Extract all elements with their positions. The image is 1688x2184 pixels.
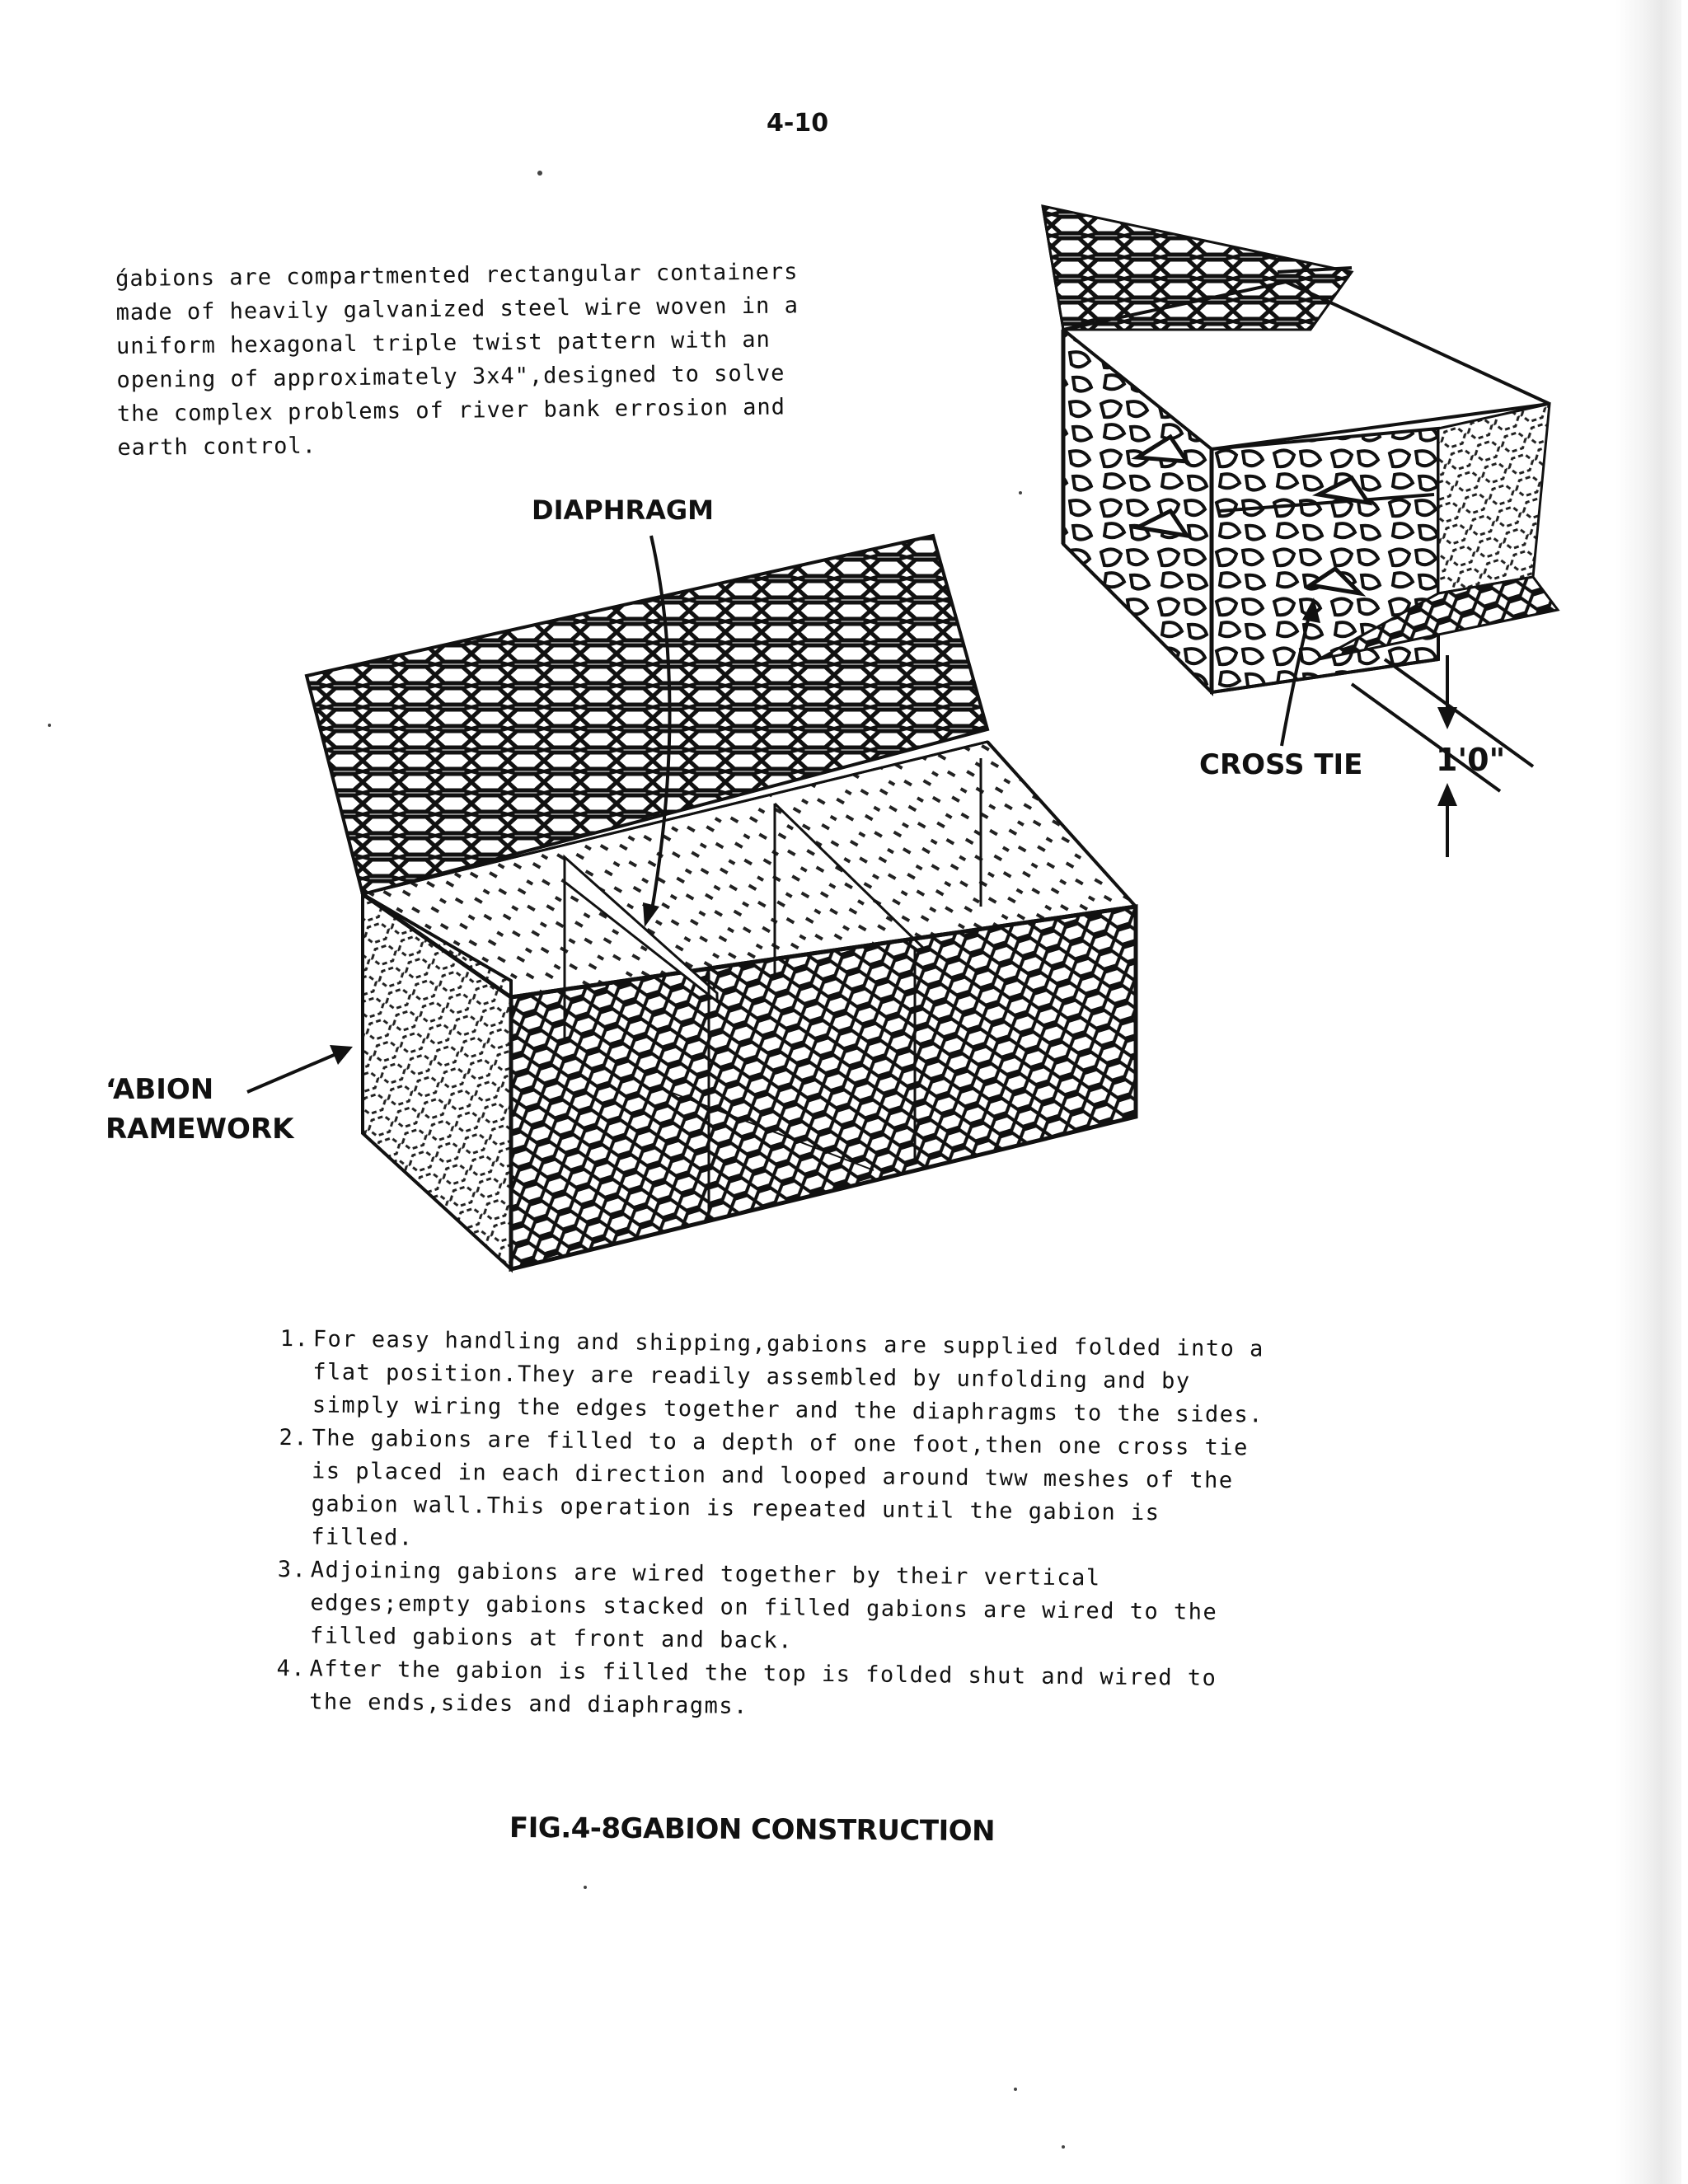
cross-tie-label: CROSS TIE	[1199, 748, 1363, 781]
construction-notes	[276, 1323, 1269, 1729]
diaphragm-label: DIAPHRAGM	[532, 494, 714, 526]
note-item	[277, 1554, 1267, 1663]
intro-line: opening of approximately 3x4",designed to solve	[116, 360, 785, 393]
figure-caption: FIG.4-8GABION CONSTRUCTION	[509, 1811, 996, 1849]
note-item	[279, 1323, 1269, 1432]
framework-label-line: ʻABION	[106, 1073, 214, 1106]
intro-line: made of heavily galvanized steel wire woven in a	[115, 293, 799, 326]
filled-gabion-detail	[1043, 206, 1558, 692]
note-text: For easy handling and shipping,gabions are supplied folded into a flat position.They are readily assembled by unfolding and by simply wiring the edges together and the diaphragms to the sides.	[312, 1326, 1265, 1428]
framework-label-line: RAMEWORK	[106, 1113, 294, 1146]
dimension-label: 1'0"	[1436, 742, 1506, 778]
note-number: 1.	[279, 1325, 310, 1352]
gabion-framework-label	[106, 1070, 294, 1149]
upper-mesh	[1043, 206, 1352, 330]
intro-line: earth control.	[117, 433, 317, 461]
main-gabion-box	[307, 536, 1136, 1269]
note-number: 3.	[277, 1556, 307, 1583]
intro-line: the complex problems of river bank errosion and	[116, 394, 786, 427]
intro-line: ǵabions are compartmented rectangular containers	[115, 259, 799, 292]
note-text: The gabions are filled to a depth of one foot,then one cross tie is placed in each direction and looped around tww meshes of the gabion wall.This operation is repeated until the gabion is filled.	[311, 1425, 1249, 1551]
page-number: 4-10	[767, 109, 829, 138]
note-text: After the gabion is filled the top is folded shut and wired to the ends,sides and diaphragms.	[309, 1656, 1217, 1719]
note-text: Adjoining gabions are wired together by their vertical edges;empty gabions stacked on filled gabions are wired to the filled gabions at front and back.	[309, 1557, 1218, 1654]
note-number: 2.	[279, 1424, 309, 1451]
note-item	[276, 1652, 1266, 1729]
filled-side-panel	[1063, 330, 1212, 692]
intro-line: uniform hexagonal triple twist pattern with an	[115, 326, 771, 359]
note-number: 4.	[276, 1655, 307, 1682]
note-item	[278, 1422, 1268, 1564]
filled-front-panel	[1212, 429, 1438, 692]
